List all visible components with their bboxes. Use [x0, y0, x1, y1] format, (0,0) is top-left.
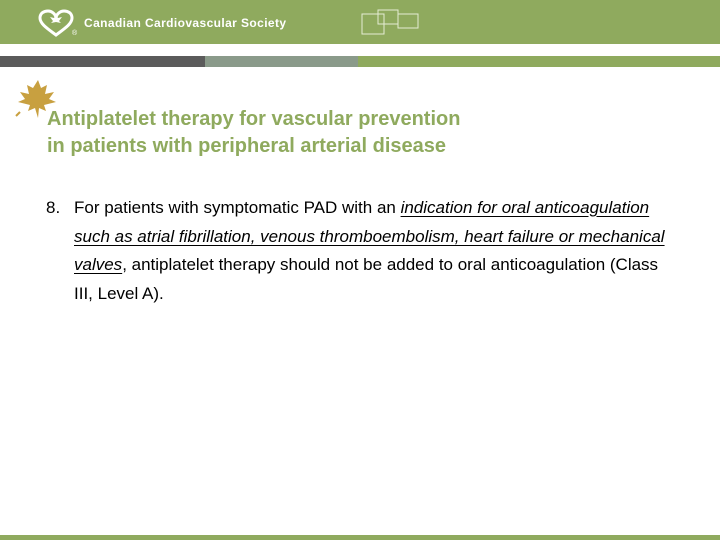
divider-stripe-dark: [0, 56, 205, 67]
overlapping-squares-icon: [360, 8, 422, 38]
recommendation-number: 8.: [46, 198, 61, 217]
footer-bar: [0, 535, 720, 540]
recommendation-continuation: , antiplatelet therapy should not be added to oral anticoagulation (Class III, Level A).: [74, 255, 659, 303]
recommendation-indication: indication for oral anticoagulation such as atrial fibrillation, venous thromboembolism, heart failure or mechanical valves: [74, 198, 665, 274]
slide-title-line-2: in patients with peripheral arterial disease: [47, 135, 447, 157]
divider-stripe-gray: [205, 56, 358, 67]
heart-leaf-logo-icon: [36, 8, 76, 38]
header-bar: [0, 0, 720, 44]
recommendation-item: [46, 194, 666, 308]
organization-name: Canadian Cardiovascular Society: [84, 16, 287, 30]
slide-title: [47, 106, 697, 160]
slide-title-line-1: Antiplatelet therapy for vascular prevention: [47, 108, 461, 130]
registered-mark: ®: [72, 30, 78, 37]
recommendation-intro: For patients with symptomatic PAD with an: [74, 198, 401, 217]
divider-stripe-green: [358, 56, 720, 67]
recommendation-text: [74, 194, 666, 308]
